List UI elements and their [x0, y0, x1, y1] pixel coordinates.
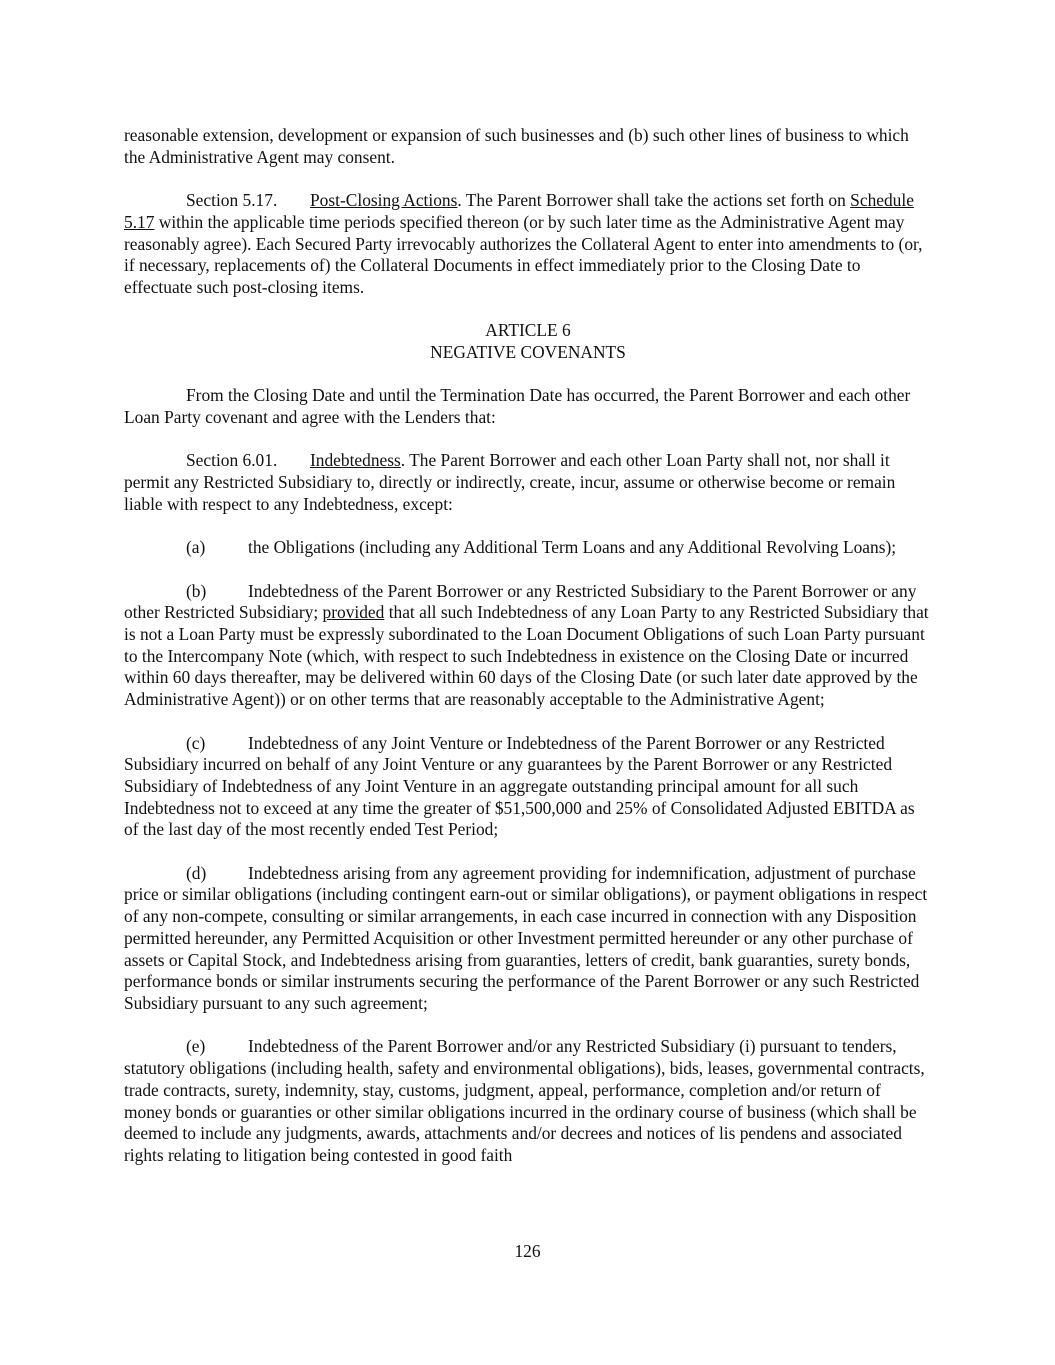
article-heading — [124, 320, 932, 363]
clause-label: (c) — [186, 732, 206, 753]
clause-text: Indebtedness arising from any agreement providing for indemnification, adjustment of purchase price or similar obligations (including contingent earn-out or similar obligations), or payment obligations in respect of any non-compete, consulting or similar arrangements, in each case incurred in connection with any Disposition permitted hereunder, any Permitted Acquisition or other Investment permitted hereunder or any other purchase of assets or Capital Stock, and Indebtedness arising from guaranties, letters of credit, bank guaranties, surety bonds, performance bonds or similar instruments securing the performance of the Parent Borrower or any such Restricted Subsidiary pursuant to any such agreement; — [124, 862, 928, 1013]
clause-text: Indebtedness of the Parent Borrower and/or any Restricted Subsidiary (i) pursuant to tenders, statutory obligations (including health, safety and environmental obligations), bids, leases, governmental contracts, trade contracts, surety, indemnity, stay, customs, judgment, appeal, performance, completion and/or return of money bonds or guaranties or other similar obligations incurred in the ordinary course of business (which shall be deemed to include any judgments, awards, attachments and/or decrees and notices of lis pendens and associated rights relating to litigation being contested in good faith — [124, 1036, 925, 1165]
page-number: 126 — [514, 1241, 541, 1261]
provided-term: provided — [322, 602, 385, 623]
section-number: Section 5.17. — [186, 190, 278, 211]
clause-label: (b) — [186, 580, 207, 601]
clause-b — [124, 581, 932, 711]
article-number: ARTICLE 6 — [485, 320, 571, 341]
section-text: . The Parent Borrower shall take the actions set forth on — [457, 190, 851, 211]
clause-d — [124, 863, 932, 1015]
section-title: Post-Closing Actions — [310, 190, 458, 211]
section-5-17 — [124, 190, 932, 299]
schedule-reference: Schedule 5.17 — [124, 190, 914, 232]
clause-a — [124, 537, 932, 559]
clause-label: (a) — [186, 537, 206, 558]
section-6-01 — [124, 450, 932, 515]
document-page — [124, 125, 932, 1188]
clause-text: Indebtedness of the Parent Borrower or any Restricted Subsidiary to the Parent Borrower or any other Restricted Subsidiary; — [124, 580, 917, 623]
clause-label: (e) — [186, 1036, 206, 1057]
section-title: Indebtedness — [310, 450, 401, 471]
section-text: within the applicable time periods specified thereon (or by such later time as the Administrative Agent may reasonably agree). Each Secured Party irrevocably authorizes the Collateral Agent to enter into amendments to (or, if necessary, replacements of) the Collateral Documents in effect immediately prior to the Closing Date to effectuate such post-closing items. — [124, 211, 923, 297]
continuation-paragraph: reasonable extension, development or expansion of such businesses and (b) such other lines of business to which the Administrative Agent may consent. — [124, 125, 909, 167]
clause-text: the Obligations (including any Additional Term Loans and any Additional Revolving Loans); — [248, 537, 897, 558]
article-intro: From the Closing Date and until the Termination Date has occurred, the Parent Borrower and each other Loan Party covenant and agree with the Lenders that: — [124, 385, 911, 428]
section-text: . The Parent Borrower and each other Loan Party shall not, nor shall it permit any Restricted Subsidiary to, directly or indirectly, create, incur, assume or otherwise become or remain liable with respect to any Indebtedness, except: — [124, 450, 896, 514]
clause-text: that all such Indebtedness of any Loan Party to any Restricted Subsidiary that is not a Loan Party must be expressly subordinated to the Loan Document Obligations of such Loan Party pursuant to the Intercompany Note (which, with respect to such Indebtedness in existence on the Closing Date or incurred within 60 days thereafter, may be delivered within 60 days of the Closing Date (or such later date approved by the Administrative Agent)) or on other terms that are reasonably acceptable to the Administrative Agent; — [124, 602, 929, 710]
clause-c — [124, 733, 932, 842]
clause-e — [124, 1036, 932, 1166]
clause-label: (d) — [186, 862, 207, 883]
article-title: NEGATIVE COVENANTS — [430, 342, 626, 362]
clause-text: Indebtedness of any Joint Venture or Indebtedness of the Parent Borrower or any Restricted Subsidiary incurred on behalf of any Joint Venture or any guarantees by the Parent Borrower or any Restricted Subsidiary of Indebtedness of any Joint Venture in an aggregate outstanding principal amount for all such Indebtedness not to exceed at any time the greater of $51,500,000 and 25% of Consolidated Adjusted EBITDA as of the last day of the most recently ended Test Period; — [124, 732, 915, 840]
section-number: Section 6.01. — [186, 450, 278, 471]
